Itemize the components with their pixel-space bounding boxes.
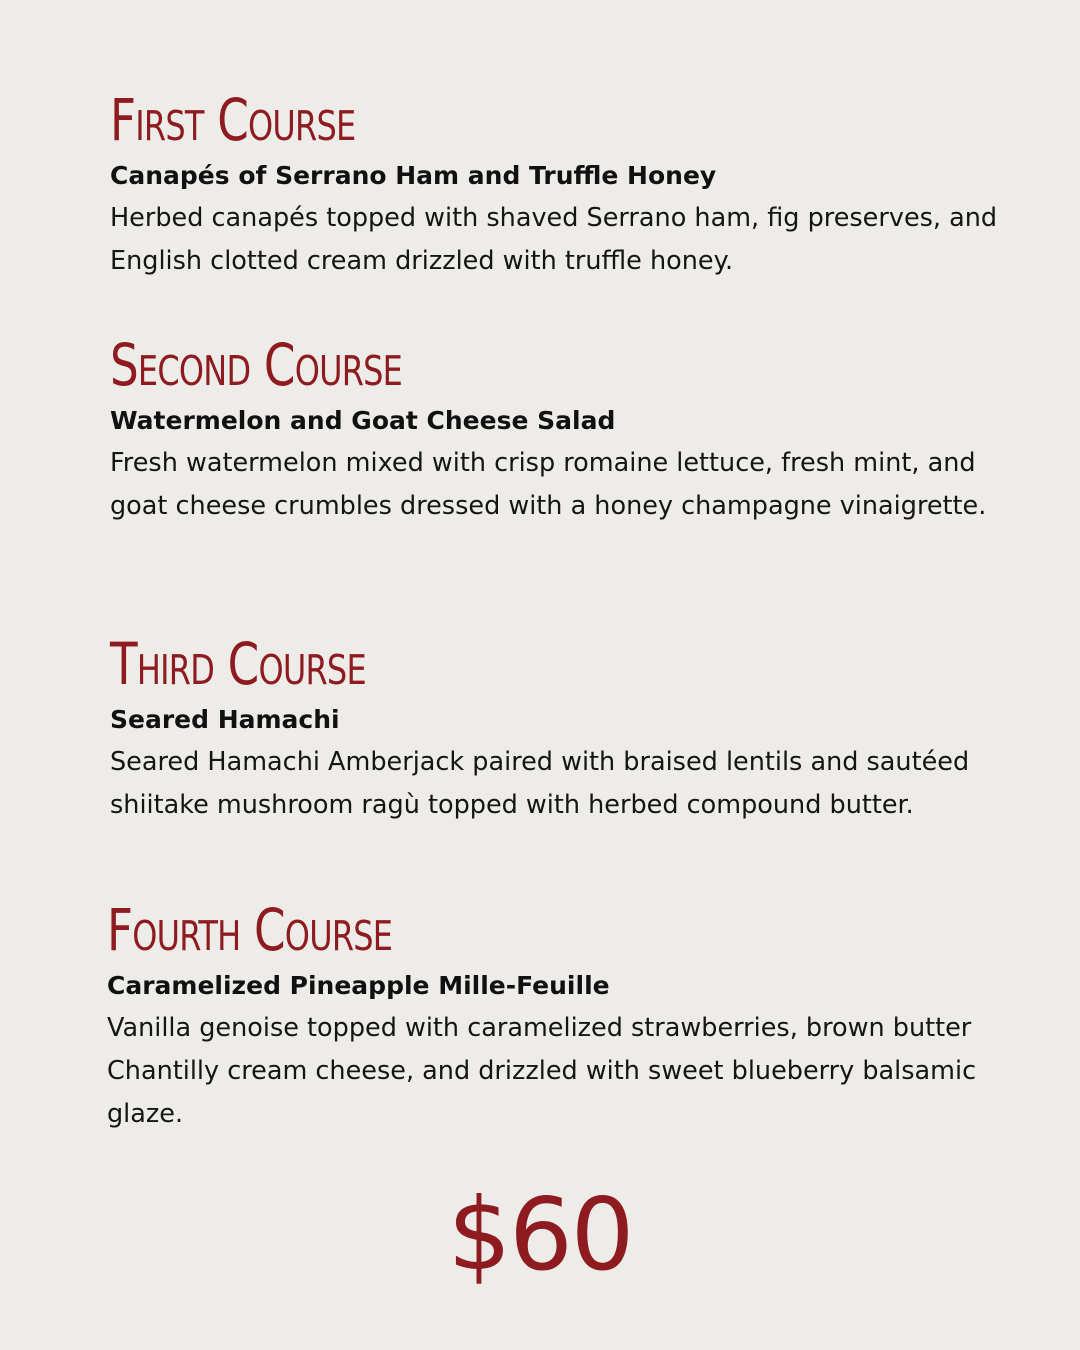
dish-description: Vanilla genoise topped with caramelized strawberries, brown butter Chantilly cream cheese, and drizzled with sweet blueberry balsamic glaze. [107, 1013, 977, 1129]
course-title: Second Course [110, 331, 403, 399]
course-title: Fourth Course [107, 896, 393, 964]
price: $60 [447, 1176, 633, 1293]
course-section-third [110, 632, 1040, 827]
course-section-second [110, 333, 1040, 528]
dish-name: Canapés of Serrano Ham and Truffle Honey [110, 161, 717, 190]
dish-name: Caramelized Pineapple Mille-Feuille [107, 971, 610, 1000]
course-title: First Course [110, 86, 356, 154]
dish-name: Seared Hamachi [110, 705, 340, 734]
course-section-fourth [107, 898, 1037, 1136]
dish-description: Seared Hamachi Amberjack paired with braised lentils and sautéed shiitake mushroom ragù topped with herbed compound butter. [110, 747, 970, 820]
dish-name: Watermelon and Goat Cheese Salad [110, 406, 616, 435]
dish-description: Herbed canapés topped with shaved Serrano ham, fig preserves, and English clotted cream drizzled with truffle honey. [110, 203, 998, 276]
course-title: Third Course [110, 630, 366, 698]
dish-description: Fresh watermelon mixed with crisp romaine lettuce, fresh mint, and goat cheese crumbles dressed with a honey champagne vinaigrette. [110, 448, 987, 521]
course-section-first [110, 88, 1040, 283]
